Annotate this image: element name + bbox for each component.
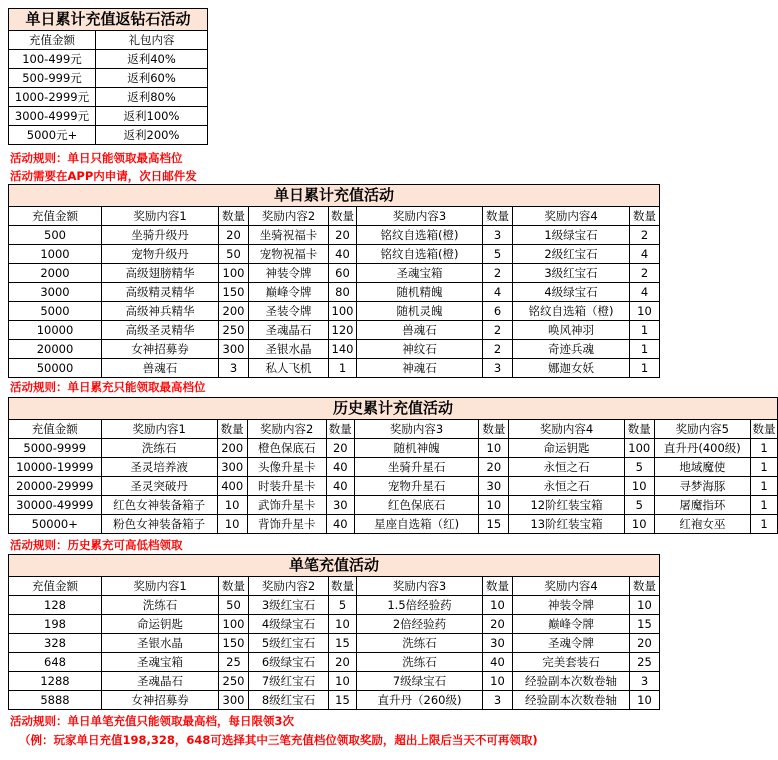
cell: 500 [9, 226, 102, 245]
cell: 1级绿宝石 [513, 226, 630, 245]
cell: 返利60% [96, 69, 208, 88]
rule-text: （例：玩家单日充值198,328，648可选择其中三笔充值档位领取奖励，超出上限后当天不可再领取) [19, 733, 538, 747]
cell: 1000-2999元 [9, 88, 96, 107]
column-header: 数量 [326, 420, 354, 439]
cell: 3级红宝石 [249, 596, 329, 615]
cell: 30 [326, 496, 354, 515]
cell: 10 [630, 596, 660, 615]
column-header: 数量 [217, 420, 247, 439]
column-header: 充值金额 [9, 577, 102, 596]
cell: 圣魂晶石 [249, 321, 329, 340]
cell: 3 [483, 226, 513, 245]
table-row [9, 653, 660, 672]
cell: 100 [219, 615, 249, 634]
cell: 20 [483, 615, 513, 634]
cell: 5000-9999 [9, 439, 102, 458]
cell: 巅峰令牌 [249, 283, 329, 302]
section-title: 单日累计充值活动 [9, 185, 660, 207]
cell: 7级绿宝石 [357, 672, 483, 691]
cell: 150 [219, 634, 249, 653]
cell: 3 [219, 359, 249, 378]
cell: 命运钥匙 [509, 439, 625, 458]
daily-cumulative-section [8, 184, 660, 378]
table-row [9, 615, 660, 634]
historical-cumulative-section [8, 397, 778, 534]
cell: 洗练石 [101, 439, 217, 458]
cell: 2 [483, 340, 513, 359]
cell: 永恒之石 [509, 458, 625, 477]
cell: 8级红宝石 [249, 691, 329, 710]
cell: 40 [326, 458, 354, 477]
cell: 宠物升星石 [354, 477, 479, 496]
cell: 屠魔指环 [654, 496, 750, 515]
cell: 30000-49999 [9, 496, 102, 515]
cell: 兽魂石 [357, 321, 483, 340]
table-row [9, 458, 778, 477]
cell: 1288 [9, 672, 102, 691]
cell: 圣灵突破丹 [101, 477, 217, 496]
cell: 15 [329, 691, 357, 710]
cell: 背饰升星卡 [247, 515, 326, 534]
historical-cumulative-table [8, 397, 778, 534]
cell: 1 [630, 340, 660, 359]
column-header: 充值金额 [9, 31, 96, 50]
cell: 随机神魄 [354, 439, 479, 458]
cell: 7级红宝石 [249, 672, 329, 691]
rule-text: 活动规则：单日单笔充值只能领取最高档，每日限领3次 [10, 714, 294, 728]
cell: 圣魂宝箱 [357, 264, 483, 283]
table-row [9, 283, 660, 302]
table-row [9, 226, 660, 245]
column-header: 奖励内容5 [654, 420, 750, 439]
cell: 4 [630, 245, 660, 264]
cell: 500-999元 [9, 69, 96, 88]
cell: 20 [479, 458, 509, 477]
cell: 2级红宝石 [513, 245, 630, 264]
cell: 250 [219, 672, 249, 691]
cell: 198 [9, 615, 102, 634]
cell: 2 [630, 264, 660, 283]
cell: 经验副本次数卷轴 [513, 691, 630, 710]
cell: 10 [329, 615, 357, 634]
table-row [9, 302, 660, 321]
cell: 6 [483, 302, 513, 321]
cell: 寻梦海豚 [654, 477, 750, 496]
cell: 10 [630, 302, 660, 321]
cell: 宠物祝福卡 [249, 245, 329, 264]
cell: 女神招募券 [102, 340, 219, 359]
cell: 橙色保底石 [247, 439, 326, 458]
cell: 4 [630, 283, 660, 302]
cell: 红袍女巫 [654, 515, 750, 534]
cell: 30 [479, 477, 509, 496]
cell: 3级红宝石 [513, 264, 630, 283]
cell: 奇迹兵魂 [513, 340, 630, 359]
table-row [9, 321, 660, 340]
cell: 铭纹自选箱(橙) [357, 245, 483, 264]
cell: 返利200% [96, 126, 208, 145]
cell: 10 [483, 596, 513, 615]
cell: 25 [630, 653, 660, 672]
cell: 经验副本次数卷轴 [513, 672, 630, 691]
cell: 1 [630, 321, 660, 340]
cell: 红色女神装备箱子 [101, 496, 217, 515]
cell: 30 [483, 634, 513, 653]
cell: 300 [219, 691, 249, 710]
cell: 红色保底石 [354, 496, 479, 515]
cell: 圣魂宝箱 [102, 653, 219, 672]
cell: 3000-4999元 [9, 107, 96, 126]
column-header: 奖励内容2 [249, 577, 329, 596]
cell: 200 [217, 439, 247, 458]
cell: 时装升星卡 [247, 477, 326, 496]
cell: 20000-29999 [9, 477, 102, 496]
cell: 20 [329, 226, 357, 245]
cell: 洗练石 [102, 596, 219, 615]
cell: 40 [329, 245, 357, 264]
table-row [9, 596, 660, 615]
cell: 高级精灵精华 [102, 283, 219, 302]
header-row [9, 420, 778, 439]
cell: 80 [329, 283, 357, 302]
cell: 40 [326, 477, 354, 496]
column-header: 奖励内容1 [102, 577, 219, 596]
cell: 1 [751, 458, 778, 477]
cell: 宠物升级丹 [102, 245, 219, 264]
column-header: 数量 [630, 577, 660, 596]
table-row [9, 515, 778, 534]
cell: 高级翅膀精华 [102, 264, 219, 283]
table-row [9, 88, 208, 107]
cell: 328 [9, 634, 102, 653]
header-row [9, 207, 660, 226]
column-header: 充值金额 [9, 420, 102, 439]
cell: 100-499元 [9, 50, 96, 69]
cell: 10000-19999 [9, 458, 102, 477]
table-row [9, 634, 660, 653]
table-row [9, 672, 660, 691]
cell: 永恒之石 [509, 477, 625, 496]
cell: 1 [329, 359, 357, 378]
cell: 粉色女神装备箱子 [101, 515, 217, 534]
cell: 100 [219, 264, 249, 283]
column-header: 奖励内容2 [249, 207, 329, 226]
daily-cumulative-table [8, 184, 660, 378]
rule-text: 活动需要在APP内申请，次日邮件发 [10, 169, 197, 183]
cell: 5000 [9, 302, 102, 321]
cell: 10 [479, 496, 509, 515]
cell: 圣装令牌 [249, 302, 329, 321]
column-header: 数量 [479, 420, 509, 439]
cell: 兽魂石 [102, 359, 219, 378]
cell: 3 [483, 359, 513, 378]
column-header: 数量 [624, 420, 654, 439]
cell: 娜迦女妖 [513, 359, 630, 378]
cell: 星座自选箱（红) [354, 515, 479, 534]
cell: 150 [219, 283, 249, 302]
cell: 50000+ [9, 515, 102, 534]
column-header: 奖励内容3 [357, 577, 483, 596]
column-header: 充值金额 [9, 207, 102, 226]
cell: 10 [624, 515, 654, 534]
single-recharge-section [8, 554, 660, 710]
rule-text: 活动规则：单日累充只能领取最高档位 [10, 380, 206, 394]
rule-text: 活动规则：单日只能领取最高档位 [10, 151, 183, 165]
cell: 100 [329, 302, 357, 321]
column-header: 奖励内容1 [102, 207, 219, 226]
column-header: 奖励内容4 [509, 420, 625, 439]
cell: 15 [329, 634, 357, 653]
cell: 1.5倍经验药 [357, 596, 483, 615]
cell: 铭纹自选箱(橙) [357, 226, 483, 245]
cell: 高级神兵精华 [102, 302, 219, 321]
cell: 20 [219, 226, 249, 245]
cell: 15 [630, 615, 660, 634]
cell: 女神招募券 [102, 691, 219, 710]
column-header: 奖励内容1 [101, 420, 217, 439]
cell: 1 [751, 439, 778, 458]
column-header: 奖励内容3 [357, 207, 483, 226]
cell: 神装令牌 [513, 596, 630, 615]
cell: 300 [219, 340, 249, 359]
cell: 2 [483, 321, 513, 340]
column-header: 数量 [329, 207, 357, 226]
cell: 20 [326, 439, 354, 458]
cell: 20 [630, 634, 660, 653]
cell: 250 [219, 321, 249, 340]
table-row [9, 264, 660, 283]
section-title: 单笔充值活动 [9, 555, 660, 577]
cell: 5 [483, 245, 513, 264]
table-row [9, 245, 660, 264]
header-row [9, 31, 208, 50]
cell: 10 [217, 515, 247, 534]
table-row [9, 126, 208, 145]
column-header: 奖励内容4 [513, 577, 630, 596]
cell: 60 [329, 264, 357, 283]
table-row [9, 496, 778, 515]
cell: 20000 [9, 340, 102, 359]
table-row [9, 69, 208, 88]
cell: 10 [624, 477, 654, 496]
cell: 返利40% [96, 50, 208, 69]
cell: 神纹石 [357, 340, 483, 359]
cell: 返利100% [96, 107, 208, 126]
cell: 50000 [9, 359, 102, 378]
cell: 神装令牌 [249, 264, 329, 283]
column-header: 奖励内容2 [247, 420, 326, 439]
cell: 返利80% [96, 88, 208, 107]
cell: 5级红宝石 [249, 634, 329, 653]
table-row [9, 50, 208, 69]
column-header: 数量 [751, 420, 778, 439]
cell: 10 [483, 672, 513, 691]
section-title: 单日累计充值返钻石活动 [9, 9, 208, 31]
cell: 1 [630, 359, 660, 378]
column-header: 数量 [483, 577, 513, 596]
cell: 2倍经验药 [357, 615, 483, 634]
table-row [9, 359, 660, 378]
cell: 圣银水晶 [102, 634, 219, 653]
cell: 高级圣灵精华 [102, 321, 219, 340]
cell: 随机灵魄 [357, 302, 483, 321]
cell: 5000元+ [9, 126, 96, 145]
cell: 地域魔使 [654, 458, 750, 477]
column-header: 数量 [219, 577, 249, 596]
cell: 唤风神羽 [513, 321, 630, 340]
cell: 洗练石 [357, 653, 483, 672]
cell: 1 [751, 496, 778, 515]
cell: 直升丹（260级) [357, 691, 483, 710]
cell: 铭纹自选箱（橙) [513, 302, 630, 321]
cell: 5 [624, 496, 654, 515]
cell: 20 [329, 653, 357, 672]
table-row [9, 477, 778, 496]
column-header: 奖励内容3 [354, 420, 479, 439]
cell: 随机精魄 [357, 283, 483, 302]
table-row [9, 340, 660, 359]
cell: 120 [329, 321, 357, 340]
single-recharge-table [8, 554, 660, 710]
cell: 5 [624, 458, 654, 477]
cell: 私人飞机 [249, 359, 329, 378]
cell: 神魂石 [357, 359, 483, 378]
cell: 12阶红装宝箱 [509, 496, 625, 515]
column-header: 数量 [483, 207, 513, 226]
cell: 10 [479, 439, 509, 458]
header-row [9, 577, 660, 596]
cell: 2 [630, 226, 660, 245]
cell: 完美套装石 [513, 653, 630, 672]
diamond-rebate-table [8, 8, 208, 145]
cell: 圣银水晶 [249, 340, 329, 359]
rule-text: 活动规则：历史累充可高低档领取 [10, 538, 183, 552]
cell: 圣魂令牌 [513, 634, 630, 653]
column-header: 奖励内容4 [513, 207, 630, 226]
cell: 坐骑升星石 [354, 458, 479, 477]
cell: 50 [219, 245, 249, 264]
cell: 13阶红装宝箱 [509, 515, 625, 534]
table-row [9, 691, 660, 710]
cell: 50 [219, 596, 249, 615]
cell: 10000 [9, 321, 102, 340]
cell: 10 [217, 496, 247, 515]
cell: 命运钥匙 [102, 615, 219, 634]
cell: 坐骑祝福卡 [249, 226, 329, 245]
section-title: 历史累计充值活动 [9, 398, 778, 420]
cell: 200 [219, 302, 249, 321]
cell: 25 [219, 653, 249, 672]
cell: 3 [630, 672, 660, 691]
cell: 2000 [9, 264, 102, 283]
cell: 3 [483, 691, 513, 710]
cell: 圣灵培养液 [101, 458, 217, 477]
cell: 4级绿宝石 [249, 615, 329, 634]
table-row [9, 439, 778, 458]
cell: 2 [483, 264, 513, 283]
column-header: 数量 [630, 207, 660, 226]
cell: 100 [624, 439, 654, 458]
cell: 坐骑升级丹 [102, 226, 219, 245]
column-header: 礼包内容 [96, 31, 208, 50]
cell: 10 [329, 672, 357, 691]
table-row [9, 107, 208, 126]
cell: 40 [326, 515, 354, 534]
column-header: 数量 [329, 577, 357, 596]
cell: 40 [483, 653, 513, 672]
cell: 洗练石 [357, 634, 483, 653]
cell: 圣魂晶石 [102, 672, 219, 691]
cell: 武饰升星卡 [247, 496, 326, 515]
cell: 10 [630, 691, 660, 710]
cell: 巅峰令牌 [513, 615, 630, 634]
cell: 128 [9, 596, 102, 615]
cell: 直升丹(400级) [654, 439, 750, 458]
cell: 1 [751, 477, 778, 496]
cell: 1000 [9, 245, 102, 264]
cell: 4级绿宝石 [513, 283, 630, 302]
cell: 400 [217, 477, 247, 496]
column-header: 数量 [219, 207, 249, 226]
cell: 头像升星卡 [247, 458, 326, 477]
cell: 4 [483, 283, 513, 302]
diamond-rebate-section [8, 8, 208, 145]
cell: 648 [9, 653, 102, 672]
cell: 5888 [9, 691, 102, 710]
cell: 300 [217, 458, 247, 477]
cell: 5 [329, 596, 357, 615]
cell: 15 [479, 515, 509, 534]
cell: 6级绿宝石 [249, 653, 329, 672]
cell: 1 [751, 515, 778, 534]
cell: 140 [329, 340, 357, 359]
cell: 3000 [9, 283, 102, 302]
